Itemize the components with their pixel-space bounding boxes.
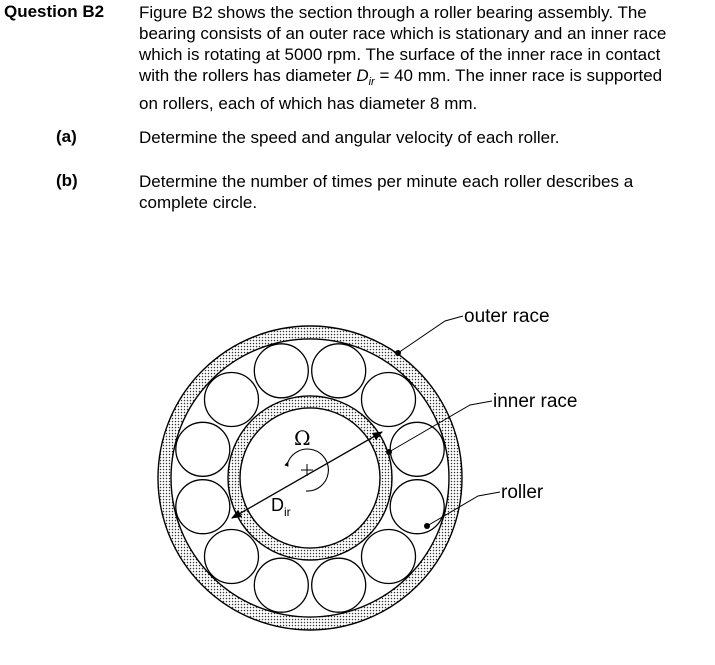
roller-8 <box>205 530 259 584</box>
question-line-4-end: = 40 mm. The inner race is supported <box>374 66 663 85</box>
roller-2 <box>362 373 416 427</box>
part-b-line-1: Determine the number of times per minute each roller describes a <box>139 172 634 191</box>
question-line-5: on rollers, each of which has diameter 8 mm. <box>139 94 478 114</box>
roller-12 <box>254 344 308 398</box>
question-line-1: Figure B2 shows the section through a roller bearing assembly. The <box>139 3 647 22</box>
part-b-label: (b) <box>56 171 78 190</box>
roller-7 <box>254 558 308 612</box>
roller-10 <box>176 422 230 476</box>
roller-9 <box>176 480 230 534</box>
label-roller: roller <box>501 482 544 503</box>
dimension-label-sub: ir <box>284 505 291 519</box>
inner-race <box>228 396 392 560</box>
omega-symbol: Ω <box>294 426 311 450</box>
part-a-label: (a) <box>56 127 77 146</box>
roller-3 <box>390 422 444 476</box>
roller-1 <box>312 344 366 398</box>
roller-11 <box>205 373 259 427</box>
leader-outer-race <box>398 316 463 353</box>
roller-5 <box>362 530 416 584</box>
dimension-label-main: D <box>271 495 284 515</box>
roller-group <box>176 344 444 612</box>
leader-dot-roller <box>424 523 430 529</box>
roller-6 <box>312 558 366 612</box>
label-outer-race: outer race <box>464 306 550 327</box>
label-inner-race: inner race <box>493 391 578 412</box>
outer-race <box>158 326 462 630</box>
diameter-subscript: ir <box>368 76 375 89</box>
question-line-2: bearing consists of an outer race which is stationary and an inner race <box>139 24 667 43</box>
leader-dot-inner-race <box>386 449 392 455</box>
question-line-3: which is rotating at 5000 rpm. The surface of the inner race in contact <box>139 45 661 64</box>
part-a-line-1: Determine the speed and angular velocity of each roller. <box>139 128 560 147</box>
roller-4 <box>390 480 444 534</box>
diameter-symbol: D <box>356 66 369 85</box>
question-line-4-start: with the rollers has diameter <box>139 66 357 85</box>
leader-dot-outer-race <box>395 350 401 356</box>
dimension-label <box>271 495 291 519</box>
part-b-line-2: complete circle. <box>139 193 258 212</box>
question-label: Question B2 <box>4 2 105 21</box>
